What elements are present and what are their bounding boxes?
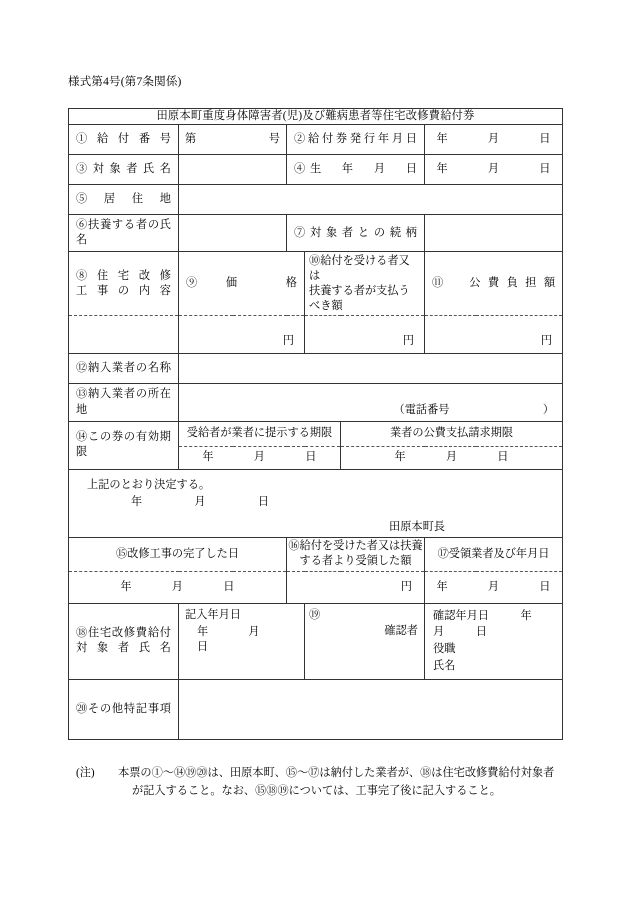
- field-3-value-cell[interactable]: [179, 155, 287, 185]
- yen-token: 円: [282, 335, 294, 348]
- year-token: 年: [436, 580, 448, 593]
- field-19-value-cell[interactable]: [425, 603, 563, 679]
- month-token: 月: [445, 451, 458, 464]
- field-13-label-text: ⑬納入業者の所在地: [76, 388, 171, 416]
- year-token: 年: [436, 133, 448, 146]
- day-token: 日: [539, 163, 551, 176]
- field-11-label-text: ⑪ 公費負担額: [432, 277, 556, 290]
- month-token: 月: [433, 626, 445, 639]
- field-19-confirm-date-label: 確認年月日: [433, 609, 489, 622]
- day-token: 日: [197, 640, 209, 653]
- field-19-confirm-date-row: [433, 608, 562, 642]
- row-field-20: [69, 679, 563, 739]
- field-10-label-line2: 扶養する者が支払う: [309, 284, 410, 297]
- field-14-sub2-date-cell[interactable]: [341, 446, 563, 469]
- row-field-6-7: [69, 215, 563, 252]
- yen-token: 円: [402, 335, 414, 348]
- field-1-suffix: 号: [268, 133, 280, 146]
- month-token: 月: [194, 496, 206, 509]
- field-18-label: [69, 603, 179, 679]
- row-field-1-2: [69, 125, 563, 155]
- title-row: [69, 109, 563, 125]
- field-14-sub2-header: 業者の公費支払請求期限: [341, 421, 563, 446]
- field-5-label: [69, 185, 179, 215]
- field-3-label-text: ③対象者氏名: [76, 163, 171, 176]
- field-4-label-text: ④生 年 月 日: [294, 163, 417, 176]
- field-6-label-text: ⑥扶養する者の氏名: [76, 219, 171, 247]
- field-8-label-line1: ⑧住宅改修: [76, 269, 171, 282]
- footnote-line-2: が記入すること。なお、⑮⑱⑲については、工事完了後に記入すること。: [132, 785, 501, 798]
- footnote-tag: (注): [76, 767, 95, 779]
- voucher-table: [68, 108, 563, 740]
- field-18-entry-label: 記入年月日: [185, 608, 241, 621]
- month-token: 月: [487, 580, 500, 593]
- field-10-label: [305, 252, 425, 316]
- decision-statement: 上記のとおり決定する。: [87, 479, 211, 491]
- row-field-3-4: [69, 155, 563, 185]
- field-5-value-cell[interactable]: [179, 185, 563, 215]
- date-strip-issue: [425, 132, 562, 147]
- row-field-5: [69, 185, 563, 215]
- field-19-details: [425, 604, 562, 679]
- day-token: 日: [257, 496, 270, 509]
- day-token: 日: [475, 626, 487, 639]
- footnote: [76, 764, 576, 801]
- row-field-15-17-headers: [69, 537, 563, 571]
- field-4-label: [287, 155, 425, 185]
- field-6-value-cell[interactable]: [179, 215, 287, 252]
- day-token: 日: [305, 451, 317, 464]
- field-8-label: [69, 252, 179, 316]
- mayor-title: 田原本町長: [389, 521, 445, 534]
- year-token: 年: [520, 609, 532, 622]
- field-14-sub1-header: 受給者が業者に提示する期限: [179, 421, 341, 446]
- year-token: 年: [202, 451, 214, 464]
- field-1-label: [69, 125, 179, 155]
- field-14-sub1-date-cell[interactable]: [179, 446, 341, 469]
- date-strip-birth: [425, 162, 562, 177]
- field-10-label-line3: べき額: [309, 299, 343, 312]
- field-7-label-text: ⑦対象者との続柄: [294, 226, 417, 239]
- field-9-label: [179, 252, 305, 316]
- field-8-label-line2: 工事の内容: [76, 284, 171, 297]
- day-token: 日: [539, 133, 551, 146]
- voucher-title: 田原本町重度身体障害者(児)及び難病患者等住宅改修費給付券: [69, 109, 563, 125]
- field-10-label-line1: ⑩給付を受ける者又は: [309, 255, 410, 283]
- field-8-value-cell[interactable]: [69, 316, 179, 354]
- field-18-value-cell[interactable]: [179, 603, 305, 679]
- decision-cell: [69, 469, 563, 537]
- year-token: 年: [436, 163, 448, 176]
- date-strip-completion: [69, 580, 286, 595]
- field-1-value-cell[interactable]: [179, 125, 287, 155]
- field-2-label: [287, 125, 425, 155]
- field-20-label-text: ⑳その他特記事項: [76, 702, 171, 715]
- field-12-label: [69, 354, 179, 384]
- field-18-entry-date: [179, 623, 304, 655]
- date-strip-receipt: [425, 580, 562, 595]
- row-field-8-11-headers: [69, 252, 563, 316]
- row-field-14-headers: [69, 421, 563, 446]
- field-1-label-text: ①給付番号: [76, 133, 171, 146]
- row-decision: [69, 469, 563, 537]
- field-16-value-cell[interactable]: [287, 571, 425, 603]
- row-field-15-17-values: [69, 571, 563, 603]
- row-field-8-11-values: [69, 316, 563, 354]
- field-1-prefix: 第: [185, 133, 197, 146]
- year-token: 年: [394, 451, 406, 464]
- field-13-phone-close: ）: [542, 404, 555, 417]
- field-20-label: [69, 679, 179, 739]
- field-3-label: [69, 155, 179, 185]
- decision-block: [69, 471, 562, 535]
- date-strip-claim-deadline: [341, 450, 562, 465]
- yen-token: 円: [400, 580, 412, 593]
- month-token: 月: [253, 451, 266, 464]
- field-9-value-cell[interactable]: [179, 316, 305, 354]
- field-11-label: [425, 252, 563, 316]
- field-15-label: ⑮改修工事の完了した日: [69, 537, 287, 571]
- field-5-label-text: ⑤居住地: [76, 193, 171, 206]
- field-20-value-cell[interactable]: [179, 679, 563, 739]
- field-14-label-text: ⑭この券の有効期限: [76, 431, 171, 459]
- row-field-18-19: [69, 603, 563, 679]
- field-19-label-text: 確認者: [384, 624, 418, 637]
- day-token: 日: [223, 580, 235, 593]
- field-15-value-cell[interactable]: [69, 571, 287, 603]
- field-13-value-cell[interactable]: [179, 384, 563, 421]
- month-token: 月: [248, 625, 260, 638]
- decision-date-line: [69, 493, 562, 510]
- field-16-label-line1: ⑯給付を受けた者又は扶養: [288, 540, 423, 553]
- field-4-value-cell[interactable]: [425, 155, 563, 185]
- field-12-value-cell[interactable]: [179, 354, 563, 384]
- field-13-label: [69, 384, 179, 421]
- field-7-label: [287, 215, 425, 252]
- field-16-label-line2: する者より受領した額: [299, 555, 412, 568]
- day-token: 日: [497, 451, 509, 464]
- field-7-value-cell[interactable]: [425, 215, 563, 252]
- field-16-label: [287, 537, 425, 571]
- day-token: 日: [539, 580, 551, 593]
- field-13-phone-open: （電話番号: [393, 404, 450, 417]
- field-18-label-line2: 対象者氏名: [76, 642, 171, 655]
- row-field-12: [69, 354, 563, 384]
- year-token: 年: [131, 496, 143, 509]
- year-token: 年: [197, 625, 209, 638]
- year-token: 年: [120, 580, 132, 593]
- field-14-label: [69, 421, 179, 469]
- field-12-label-text: ⑫納入業者の名称: [76, 362, 171, 375]
- field-2-label-text: ②給付券発行年月日: [294, 133, 417, 146]
- field-10-value-cell[interactable]: [305, 316, 425, 354]
- footnote-line-1: 本票の①〜⑭⑲⑳は、田原本町、⑮〜⑰は納付した業者が、⑱は住宅改修費給付対象者: [118, 767, 555, 779]
- date-strip-entry: [197, 625, 304, 655]
- date-strip-present-deadline: [179, 450, 340, 465]
- yen-token: 円: [540, 335, 553, 348]
- field-17-label: ⑰受領業者及び年月日: [425, 537, 563, 571]
- month-token: 月: [171, 580, 184, 593]
- field-11-value-cell[interactable]: [425, 316, 563, 354]
- row-field-13: [69, 384, 563, 421]
- field-6-label: [69, 215, 179, 252]
- field-2-value-cell[interactable]: [425, 125, 563, 155]
- field-19-post-label: 役職: [433, 643, 456, 656]
- form-number-heading: 様式第4号(第7条関係): [68, 76, 182, 88]
- month-token: 月: [487, 133, 500, 146]
- field-19-name-label: 氏名: [433, 660, 456, 673]
- field-17-value-cell[interactable]: [425, 571, 563, 603]
- field-19-marker: ⑲: [309, 608, 321, 621]
- field-9-label-text: ⑨ 価 格: [186, 277, 297, 290]
- month-token: 月: [487, 163, 500, 176]
- field-18-label-line1: ⑱住宅改修費給付: [76, 627, 171, 640]
- field-19-label-cell: [305, 603, 425, 679]
- date-strip-decision: [131, 495, 562, 510]
